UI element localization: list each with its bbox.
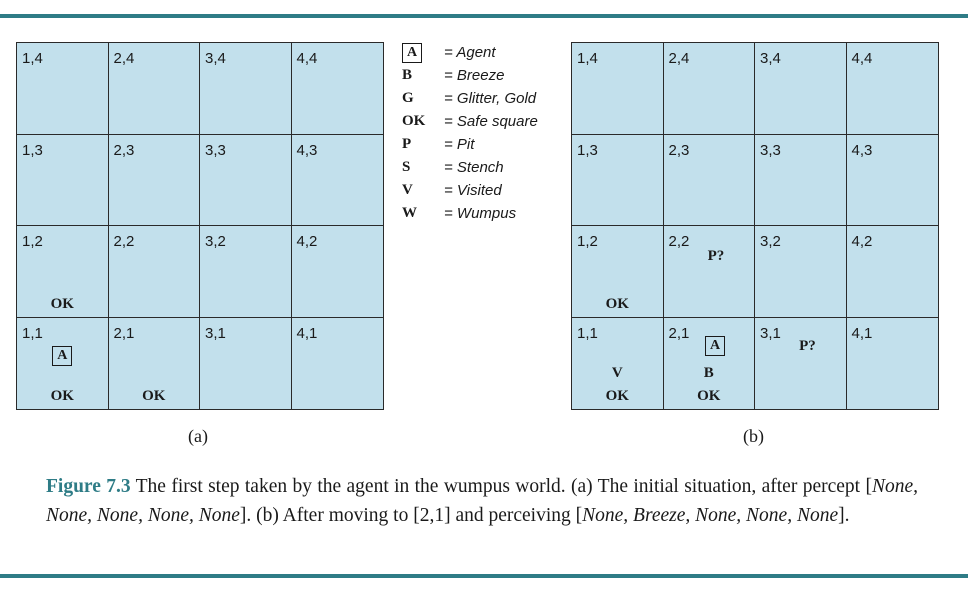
grid-cell	[292, 135, 384, 227]
legend-key	[402, 41, 438, 64]
agent-marker: A	[52, 346, 72, 366]
legend-value: = Agent	[444, 44, 496, 61]
grid-cell	[664, 135, 756, 227]
cell-coordinate: 3,3	[205, 141, 226, 159]
grid-cell	[109, 318, 201, 410]
panel-b-label: (b)	[743, 426, 764, 446]
grid-cell	[109, 43, 201, 135]
figure-number: Figure 7.3	[46, 476, 131, 497]
legend-key	[402, 202, 438, 225]
grid-cell	[847, 318, 939, 410]
cell-coordinate: 4,1	[851, 324, 873, 342]
grid-cell	[572, 318, 664, 410]
legend-key-symbol: V	[402, 182, 413, 198]
pit-possible-mark: P?	[707, 248, 725, 264]
grid-cell	[109, 226, 201, 318]
cell-coordinate: 4,1	[296, 324, 318, 342]
figure-caption	[46, 472, 918, 530]
grid-cell	[847, 226, 939, 318]
grid-cell	[17, 226, 109, 318]
grid-panel-b	[571, 42, 939, 410]
grid-cell	[292, 43, 384, 135]
legend-key-symbol: G	[402, 90, 414, 106]
grid-cell	[755, 135, 847, 227]
caption-text-2: ]. (b) After moving to [2,1] and perceiving [	[239, 505, 583, 526]
caption-percept-1: None, None, None, None, None	[46, 476, 918, 526]
legend-key	[402, 110, 438, 133]
cell-coordinate: 2,4	[668, 50, 690, 67]
legend-key-symbol: W	[402, 205, 417, 221]
legend-value: = Safe square	[444, 113, 538, 130]
grid-cell	[292, 318, 384, 410]
cell-coordinate: 3,2	[205, 233, 226, 250]
cell-coordinate: 1,2	[22, 233, 43, 250]
safe-mark: OK	[605, 295, 629, 312]
cell-coordinate: 3,1	[205, 324, 226, 342]
legend-key	[402, 156, 438, 179]
legend-key	[402, 87, 438, 110]
cell-coordinate: 2,1	[113, 324, 135, 342]
legend-value: = Pit	[444, 136, 475, 153]
cell-coordinate: 2,2	[668, 233, 690, 250]
grid-panel-a	[16, 42, 384, 410]
grid-cell	[17, 43, 109, 135]
legend-key-symbol: S	[402, 159, 411, 175]
legend-key-symbol: A	[402, 43, 422, 63]
cell-coordinate: 2,2	[113, 233, 135, 250]
legend-value: = Breeze	[444, 67, 505, 84]
grid-cell	[200, 318, 292, 410]
grid-cell	[17, 318, 109, 410]
grid-cell	[200, 43, 292, 135]
grid-cell	[664, 43, 756, 135]
cell-coordinate: 3,4	[205, 50, 226, 67]
cell-coordinate: 1,3	[22, 141, 43, 159]
cell-coordinate: 2,1	[668, 324, 690, 342]
cell-coordinate: 4,2	[851, 233, 873, 250]
breeze-mark: B	[703, 365, 714, 381]
cell-coordinate: 2,3	[113, 141, 135, 159]
grid-cell	[200, 226, 292, 318]
safe-mark: OK	[605, 388, 629, 404]
cell-coordinate: 1,3	[577, 141, 598, 159]
legend-value: = Stench	[444, 159, 504, 176]
legend-value: = Glitter, Gold	[444, 90, 537, 107]
cell-coordinate: 2,4	[113, 50, 135, 67]
panel-a-label: (a)	[188, 426, 208, 446]
top-rule	[0, 14, 968, 18]
legend-value: = Visited	[444, 182, 502, 199]
grid-cell	[755, 226, 847, 318]
grid-cell	[292, 226, 384, 318]
caption-text-3: ].	[838, 505, 850, 526]
legend-key-symbol: OK	[402, 113, 426, 129]
cell-coordinate: 4,2	[296, 233, 318, 250]
agent-marker: A	[705, 336, 725, 356]
legend-value: = Wumpus	[444, 205, 517, 222]
grid-cell	[572, 43, 664, 135]
cell-coordinate: 3,4	[760, 50, 781, 67]
pit-possible-mark: P?	[799, 337, 816, 354]
cell-coordinate: 4,3	[296, 141, 318, 159]
safe-mark: OK	[50, 388, 74, 404]
caption-percept-2: None, Breeze, None, None, None	[582, 505, 839, 526]
safe-mark: OK	[50, 295, 74, 312]
safe-mark: OK	[697, 388, 721, 404]
safe-mark: OK	[142, 388, 166, 404]
grid-cell	[17, 135, 109, 227]
cell-coordinate: 3,2	[760, 233, 781, 250]
bottom-rule	[0, 574, 968, 578]
cell-coordinate: 2,3	[668, 141, 690, 159]
legend-key-symbol: P	[402, 136, 412, 152]
grid-cell	[200, 135, 292, 227]
cell-coordinate: 1,2	[577, 233, 598, 250]
cell-coordinate: 1,1	[22, 324, 43, 342]
cell-coordinate: 3,3	[760, 141, 781, 159]
grid-cell	[847, 43, 939, 135]
legend-key	[402, 64, 438, 87]
cell-coordinate: 1,4	[577, 50, 598, 67]
visited-mark: V	[611, 365, 623, 381]
grid-cell	[572, 226, 664, 318]
grid-cell	[664, 226, 756, 318]
grid-cell	[755, 318, 847, 410]
grid-cell	[109, 135, 201, 227]
cell-coordinate: 4,4	[851, 50, 873, 67]
caption-text-1: The first step taken by the agent in the wumpus world. (a) The initial situation, after percept [	[130, 476, 872, 497]
cell-coordinate: 4,3	[851, 141, 873, 159]
legend-key	[402, 179, 438, 202]
cell-coordinate: 1,1	[577, 324, 598, 342]
grid-cell	[664, 318, 756, 410]
cell-coordinate: 1,4	[22, 50, 43, 67]
grid-cell	[572, 135, 664, 227]
legend-key	[402, 133, 438, 156]
grid-cell	[847, 135, 939, 227]
cell-coordinate: 3,1	[760, 324, 781, 342]
legend-key-symbol: B	[402, 67, 413, 83]
grid-cell	[755, 43, 847, 135]
cell-coordinate: 4,4	[296, 50, 318, 67]
